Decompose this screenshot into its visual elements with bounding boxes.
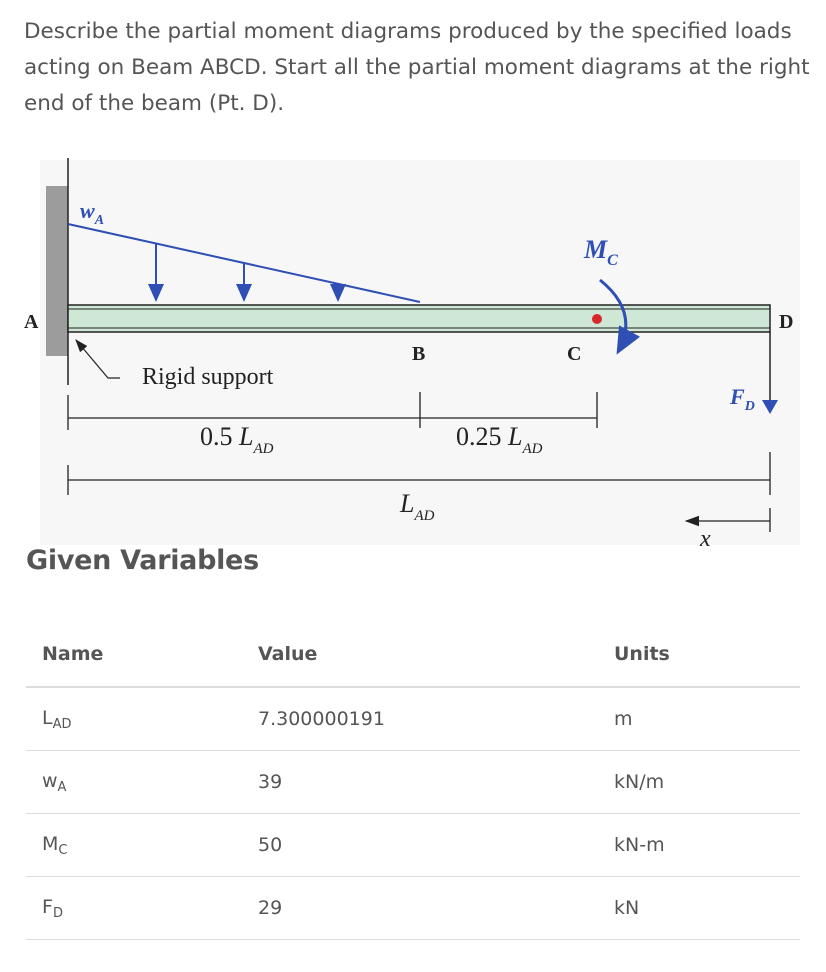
- dim-half-label: 0.5 $L_{AD}$: [200, 422, 274, 457]
- x-label: x: [700, 526, 711, 550]
- table-row: [26, 877, 800, 940]
- label-b: B: [412, 343, 426, 365]
- var-value: 39: [242, 751, 598, 814]
- var-units: kN: [598, 877, 800, 940]
- label-c: C: [567, 343, 582, 365]
- header-value: Value: [242, 622, 598, 687]
- var-name: $w_A$: [26, 751, 242, 814]
- rigid-support-label: Rigid support: [142, 364, 274, 390]
- problem-statement: Describe the partial moment diagrams produced by the specified loads acting on Beam ABCD. Start all the partial moment diagrams at the right end of the beam (Pt. D).: [24, 19, 810, 116]
- table-row: [26, 751, 800, 814]
- beam-diagram: [0, 150, 826, 550]
- var-name: $M_C$: [26, 814, 242, 877]
- var-units: m: [598, 687, 800, 751]
- var-units: kN-m: [598, 814, 800, 877]
- label-fd: $F_D$: [730, 384, 755, 414]
- var-units: kN/m: [598, 751, 800, 814]
- point-c-marker: [592, 314, 602, 324]
- var-name: $L_{AD}$: [26, 687, 242, 751]
- label-wa: $w_A$: [80, 198, 105, 228]
- dim-full-label: $L_{AD}$: [400, 489, 435, 524]
- given-variables-heading: Given Variables: [26, 545, 259, 576]
- var-name: $F_D$: [26, 877, 242, 940]
- table-row: [26, 687, 800, 751]
- variables-table: [26, 622, 800, 940]
- label-mc: $M_C$: [584, 235, 618, 269]
- header-units: Units: [598, 622, 800, 687]
- dim-quarter-label: 0.25 $L_{AD}$: [456, 422, 543, 457]
- var-value: 7.300000191: [242, 687, 598, 751]
- var-value: 29: [242, 877, 598, 940]
- label-d: D: [779, 311, 794, 333]
- table-header-row: [26, 622, 800, 687]
- table-row: [26, 814, 800, 877]
- header-name: Name: [26, 622, 242, 687]
- var-value: 50: [242, 814, 598, 877]
- rigid-support-wall: [46, 186, 68, 356]
- label-a: A: [24, 311, 39, 333]
